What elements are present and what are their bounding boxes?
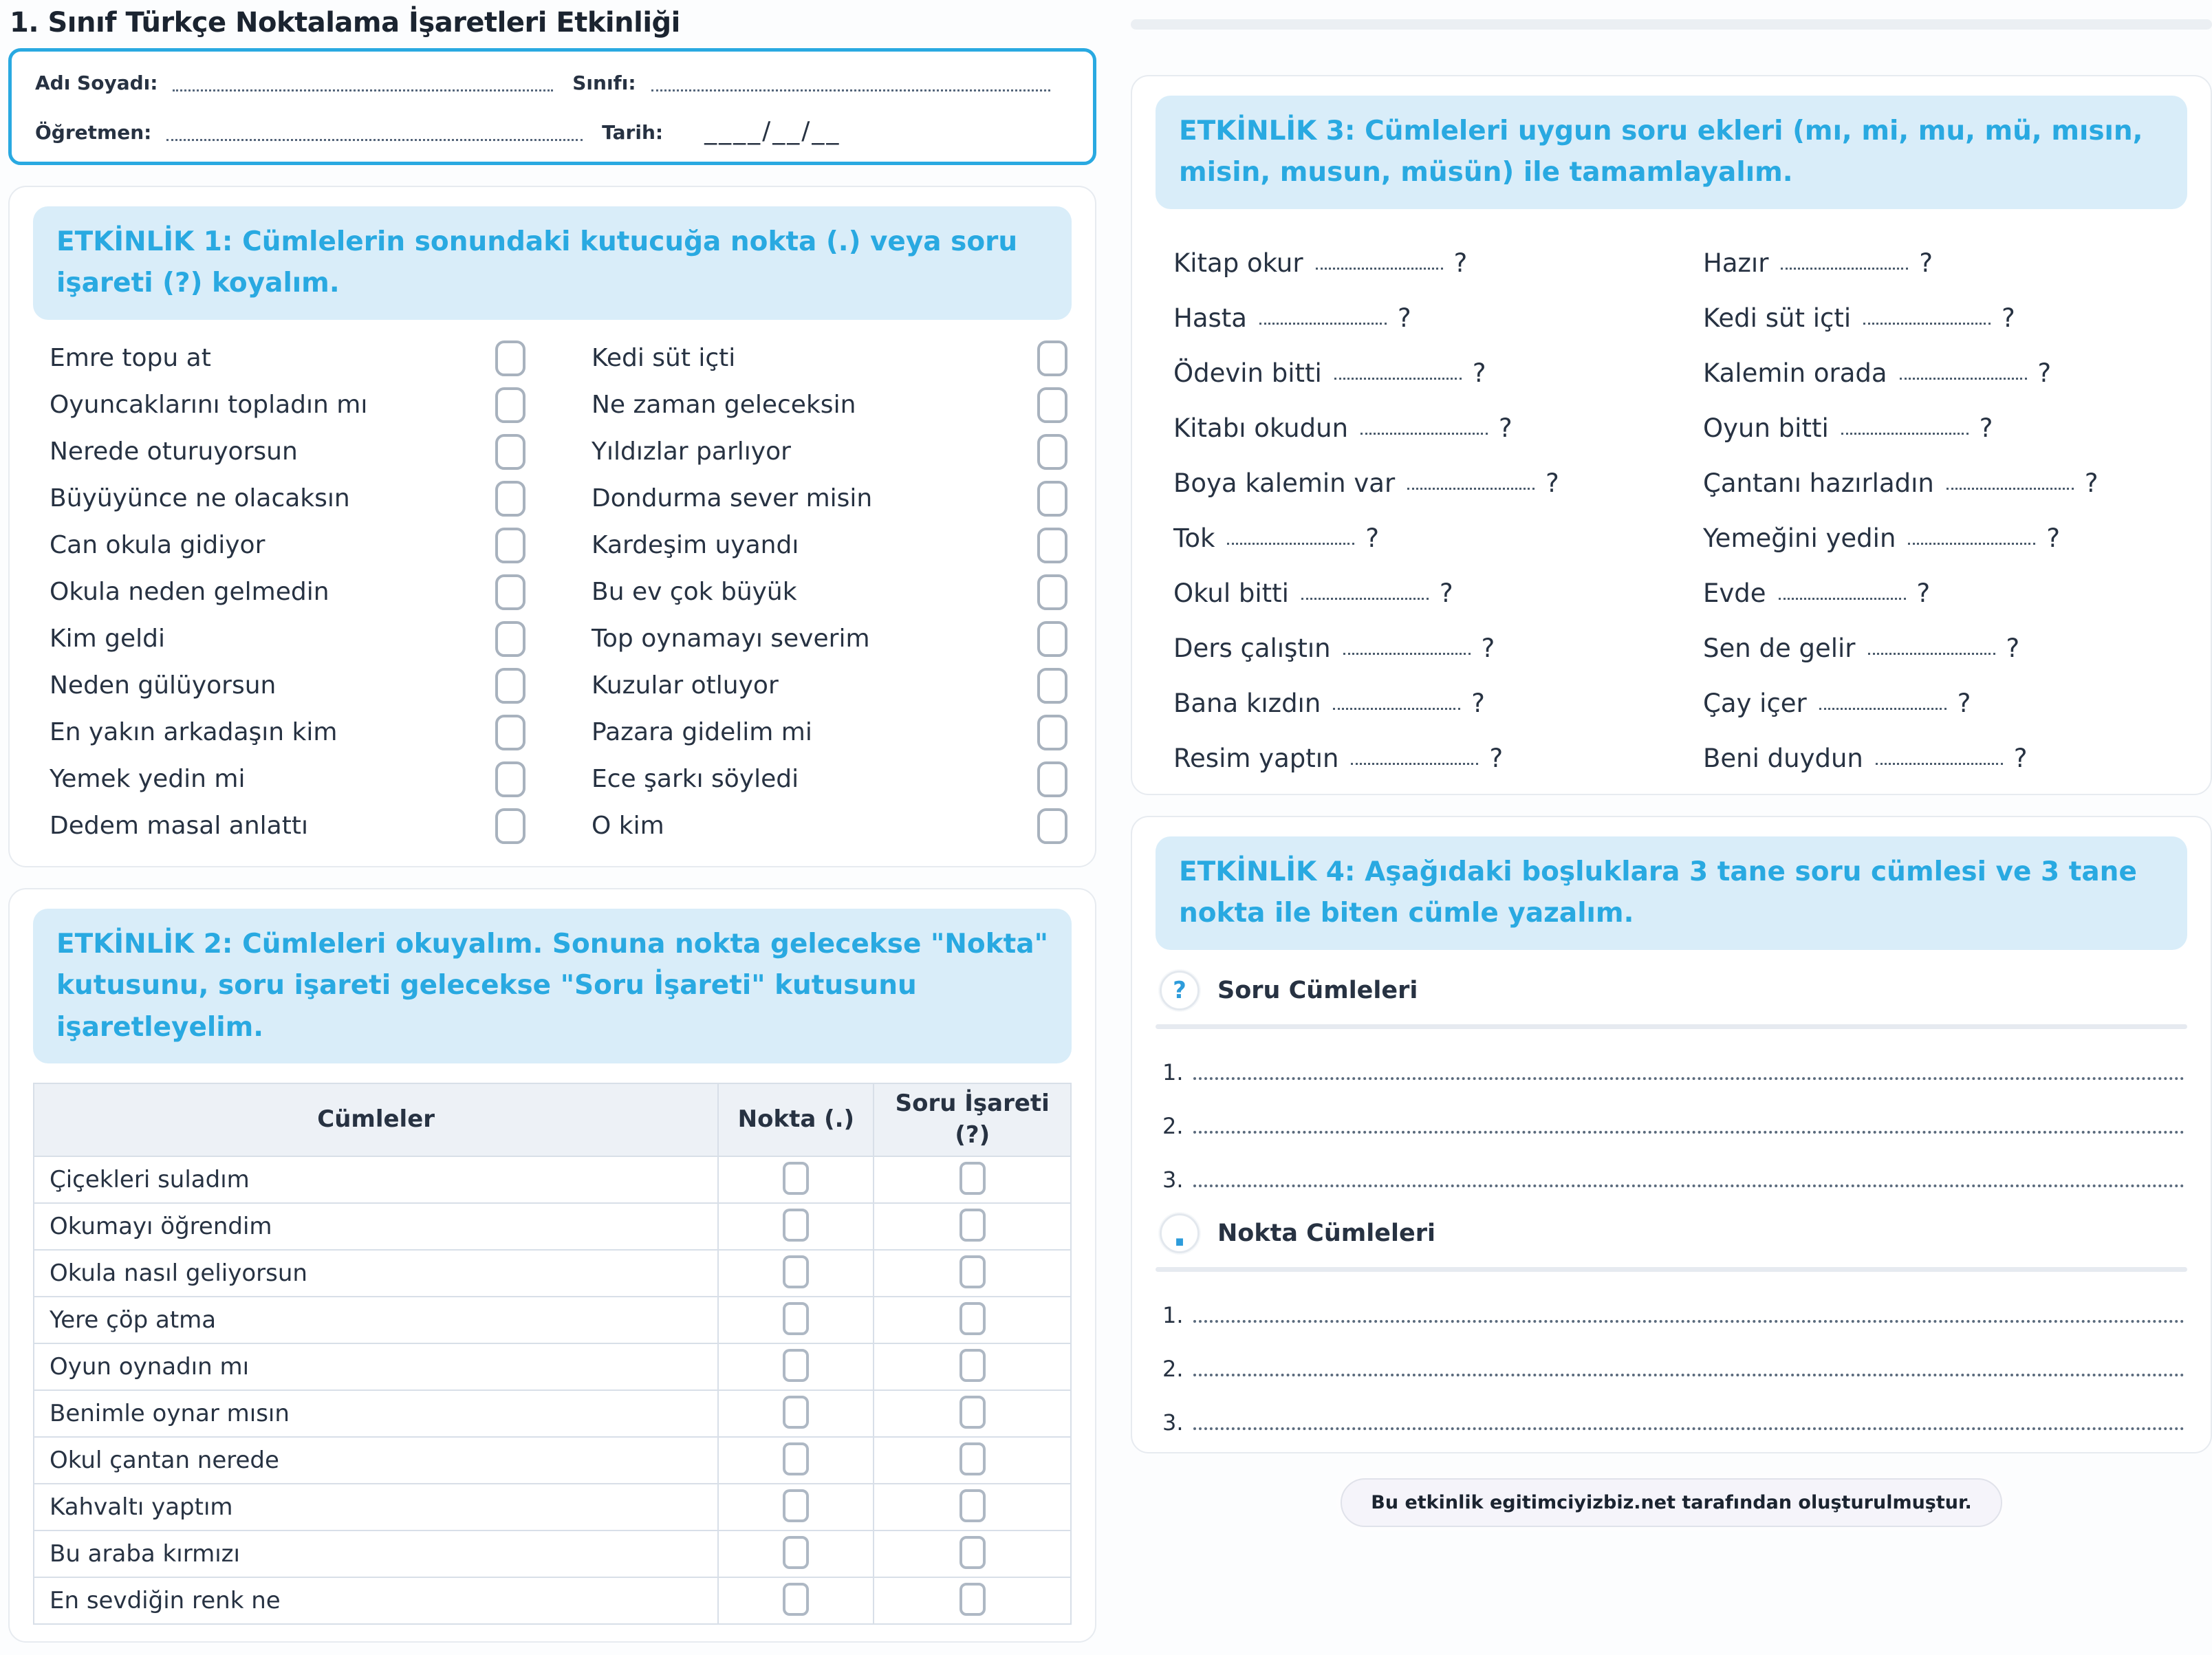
list-item: Bu ev çok büyük [592, 569, 1067, 616]
write-line-row: 1. [1156, 1275, 2187, 1328]
question-mark: ? [1472, 358, 1486, 388]
column-header-question: Soru İşareti (?) [874, 1083, 1071, 1156]
answer-checkbox[interactable] [495, 387, 525, 423]
fill-item: Ödevin bitti ? [1173, 337, 1655, 392]
answer-checkbox[interactable] [1037, 621, 1067, 657]
table-row: Yere çöp atma [34, 1297, 1071, 1343]
page-title: 1. Sınıf Türkçe Noktalama İşaretleri Etkinliği [10, 7, 680, 39]
date-input[interactable]: ____/__/__ [704, 117, 841, 145]
answer-blank[interactable] [1841, 428, 1969, 435]
answer-checkbox[interactable] [1037, 761, 1067, 797]
answer-checkbox[interactable] [495, 434, 525, 470]
question-mark: ? [1365, 523, 1380, 553]
class-input-line[interactable] [651, 67, 1050, 91]
column-header-period: Nokta (.) [718, 1083, 874, 1156]
class-label: Sınıfı: [572, 72, 636, 94]
activity3-left-column [1173, 227, 1655, 777]
question-checkbox[interactable] [959, 1209, 986, 1242]
table-row: Okumayı öğrendim [34, 1203, 1071, 1250]
period-checkbox[interactable] [783, 1349, 809, 1382]
fill-item: Oyun bitti ? [1703, 392, 2184, 447]
answer-blank[interactable] [1779, 593, 1906, 600]
answer-checkbox[interactable] [495, 621, 525, 657]
answer-blank[interactable] [1900, 373, 2027, 380]
list-item: Kim geldi [50, 616, 525, 662]
student-info-box [8, 48, 1096, 165]
answer-blank[interactable] [1876, 758, 2003, 765]
answer-blank[interactable] [1334, 373, 1462, 380]
fill-item: Hasta ? [1173, 282, 1655, 337]
question-mark: ? [1499, 413, 1512, 443]
question-mark: ? [1957, 688, 1971, 718]
write-line-row: 2. [1156, 1085, 2187, 1139]
question-mark: ? [1979, 413, 1993, 443]
answer-blank[interactable] [1316, 263, 1443, 270]
answer-checkbox[interactable] [495, 715, 525, 750]
answer-blank[interactable] [1908, 538, 2035, 545]
question-mark: ? [1916, 578, 1931, 608]
period-checkbox[interactable] [783, 1396, 809, 1429]
activity2-table [33, 1083, 1072, 1625]
write-line-row: 2. [1156, 1328, 2187, 1382]
write-line-row: 3. [1156, 1382, 2187, 1436]
section-title: Nokta Cümleleri [1217, 1219, 1435, 1247]
question-mark: ? [1471, 688, 1485, 718]
info-row-1 [35, 67, 1070, 97]
period-checkbox[interactable] [783, 1536, 809, 1569]
list-item: Kuzular otluyor [592, 662, 1067, 709]
writing-blank[interactable] [1193, 1374, 2184, 1376]
activity3-right-column [1703, 227, 2184, 777]
list-item: Top oynamayı severim [592, 616, 1067, 662]
period-checkbox[interactable] [783, 1302, 809, 1335]
activity1-right-column [592, 335, 1067, 850]
list-item: Dedem masal anlattı [50, 803, 525, 850]
answer-checkbox[interactable] [1037, 434, 1067, 470]
answer-blank[interactable] [1333, 703, 1460, 710]
writing-blank[interactable] [1193, 1427, 2184, 1430]
question-checkbox[interactable] [959, 1396, 986, 1429]
fill-item: Resim yaptın ? [1173, 722, 1655, 777]
period-checkbox[interactable] [783, 1162, 809, 1195]
teacher-input-line[interactable] [166, 116, 583, 141]
fill-item: Bana kızdın ? [1173, 667, 1655, 722]
list-item: Dondurma sever misin [592, 475, 1067, 522]
fill-item: Evde ? [1703, 557, 2184, 612]
table-row: Okula nasıl geliyorsun [34, 1250, 1071, 1297]
list-item: Nerede oturuyorsun [50, 429, 525, 475]
question-checkbox[interactable] [959, 1255, 986, 1288]
answer-checkbox[interactable] [495, 574, 525, 610]
answer-blank[interactable] [1863, 318, 1991, 325]
activity2-heading: ETKİNLİK 2: Cümleleri okuyalım. Sonuna nokta gelecekse "Nokta" kutusunu, soru işareti gelecekse "Soru İşareti" kutusunu işaretleyelim. [33, 909, 1072, 1063]
answer-checkbox[interactable] [1037, 528, 1067, 563]
answer-checkbox[interactable] [1037, 715, 1067, 750]
question-mark: ? [1481, 633, 1495, 663]
question-checkbox[interactable] [959, 1302, 986, 1335]
activity2-card [8, 888, 1096, 1643]
list-item: Yemek yedin mi [50, 756, 525, 803]
list-item: Can okula gidiyor [50, 522, 525, 569]
period-checkbox[interactable] [783, 1442, 809, 1475]
answer-checkbox[interactable] [1037, 808, 1067, 844]
answer-checkbox[interactable] [1037, 387, 1067, 423]
period-checkbox[interactable] [783, 1583, 809, 1616]
answer-blank[interactable] [1947, 483, 2074, 490]
credit-badge [1341, 1478, 2002, 1527]
list-item: O kim [592, 803, 1067, 850]
fill-item: Okul bitti ? [1173, 557, 1655, 612]
question-mark: ? [2046, 523, 2061, 553]
list-item: Kedi süt içti [592, 335, 1067, 382]
answer-checkbox[interactable] [495, 668, 525, 704]
answer-checkbox[interactable] [495, 340, 525, 376]
table-row: Oyun oynadın mı [34, 1343, 1071, 1390]
page-top-divider [1131, 19, 2212, 30]
writing-blank[interactable] [1193, 1131, 2184, 1134]
list-item: Okula neden gelmedin [50, 569, 525, 616]
writing-blank[interactable] [1193, 1320, 2184, 1323]
question-mark: ? [2037, 358, 2052, 388]
write-line-row: 3. [1156, 1139, 2187, 1193]
table-row: Bu araba kırmızı [34, 1530, 1071, 1577]
list-item: En yakın arkadaşın kim [50, 709, 525, 756]
question-checkbox[interactable] [959, 1489, 986, 1522]
fill-item: Hazır ? [1703, 227, 2184, 282]
section-title: Soru Cümleleri [1217, 976, 1418, 1004]
activity1-card [8, 186, 1096, 867]
period-sentences-header [1160, 1211, 2187, 1256]
writing-blank[interactable] [1193, 1077, 2184, 1080]
question-checkbox[interactable] [959, 1349, 986, 1382]
answer-blank[interactable] [1819, 703, 1947, 710]
question-checkbox[interactable] [959, 1442, 986, 1475]
question-mark: ? [1453, 248, 1468, 278]
fill-item: Boya kalemin var ? [1173, 447, 1655, 502]
fill-item: Kitap okur ? [1173, 227, 1655, 282]
date-label: Tarih: [602, 121, 664, 144]
question-mark: ? [1439, 578, 1453, 608]
answer-blank[interactable] [1227, 538, 1354, 545]
list-item: Yıldızlar parlıyor [592, 429, 1067, 475]
question-mark: ? [1489, 743, 1504, 773]
teacher-label: Öğretmen: [35, 121, 152, 144]
answer-checkbox[interactable] [495, 528, 525, 563]
question-mark: ? [2006, 633, 2020, 663]
section-divider [1156, 1024, 2187, 1029]
fill-item: Sen de gelir ? [1703, 612, 2184, 667]
list-item: Ece şarkı söyledi [592, 756, 1067, 803]
name-input-line[interactable] [173, 67, 553, 91]
answer-checkbox[interactable] [1037, 668, 1067, 704]
question-mark: ? [1546, 468, 1559, 498]
period-icon: . [1160, 1213, 1200, 1253]
question-checkbox[interactable] [959, 1583, 986, 1616]
activity4-card [1131, 816, 2212, 1453]
fill-item: Çantanı hazırladın ? [1703, 447, 2184, 502]
fill-item: Kalemin orada ? [1703, 337, 2184, 392]
question-mark: ? [2084, 468, 2099, 498]
list-item: Büyüyünce ne olacaksın [50, 475, 525, 522]
answer-checkbox[interactable] [1037, 481, 1067, 517]
table-row: Kahvaltı yaptım [34, 1484, 1071, 1530]
activity4-heading: ETKİNLİK 4: Aşağıdaki boşluklara 3 tane soru cümlesi ve 3 tane nokta ile biten cümle yazalım. [1156, 836, 2187, 950]
table-row: Benimle oynar mısın [34, 1390, 1071, 1437]
table-row: Okul çantan nerede [34, 1437, 1071, 1484]
fill-item: Beni duydun ? [1703, 722, 2184, 777]
answer-blank[interactable] [1259, 318, 1387, 325]
answer-blank[interactable] [1351, 758, 1478, 765]
answer-checkbox[interactable] [1037, 340, 1067, 376]
question-mark-icon: ? [1160, 971, 1200, 1010]
answer-blank[interactable] [1868, 648, 1995, 655]
answer-checkbox[interactable] [495, 808, 525, 844]
activity3-list [1156, 227, 2187, 777]
fill-item: Yemeğini yedin ? [1703, 502, 2184, 557]
question-mark: ? [2002, 303, 2015, 333]
right-column [1131, 3, 2212, 1643]
write-line-row: 1. [1156, 1032, 2187, 1085]
activity3-heading: ETKİNLİK 3: Cümleleri uygun soru ekleri (mı, mi, mu, mü, mısın, misin, musun, müsün) ile tamamlayalım. [1156, 96, 2187, 209]
activity3-card [1131, 75, 2212, 795]
question-sentences-header [1160, 971, 2187, 1010]
writing-blank[interactable] [1193, 1185, 2184, 1187]
list-item: Neden gülüyorsun [50, 662, 525, 709]
question-mark: ? [1397, 303, 1411, 333]
fill-item: Kitabı okudun ? [1173, 392, 1655, 447]
table-header-row [34, 1083, 1071, 1156]
fill-item: Tok ? [1173, 502, 1655, 557]
column-header-sentences: Cümleler [34, 1083, 718, 1156]
answer-blank[interactable] [1781, 263, 1908, 270]
activity1-left-column [50, 335, 525, 850]
answer-checkbox[interactable] [495, 481, 525, 517]
list-item: Pazara gidelim mi [592, 709, 1067, 756]
answer-blank[interactable] [1301, 593, 1429, 600]
period-checkbox[interactable] [783, 1489, 809, 1522]
table-row: En sevdiğin renk ne [34, 1577, 1071, 1624]
fill-item: Kedi süt içti ? [1703, 282, 2184, 337]
question-mark: ? [2013, 743, 2028, 773]
activity1-heading: ETKİNLİK 1: Cümlelerin sonundaki kutucuğa nokta (.) veya soru işareti (?) koyalım. [33, 206, 1072, 320]
period-checkbox[interactable] [783, 1209, 809, 1242]
answer-checkbox[interactable] [495, 761, 525, 797]
question-checkbox[interactable] [959, 1536, 986, 1569]
list-item: Oyuncaklarını topladın mı [50, 382, 525, 429]
fill-item: Çay içer ? [1703, 667, 2184, 722]
activity1-list [33, 335, 1072, 850]
info-row-2 [35, 116, 1070, 147]
answer-blank[interactable] [1407, 483, 1535, 490]
credit-text: Bu etkinlik egitimciyizbiz.net tarafından oluşturulmuştur. [1371, 1491, 1972, 1513]
answer-blank[interactable] [1360, 428, 1488, 435]
list-item: Kardeşim uyandı [592, 522, 1067, 569]
fill-item: Ders çalıştın ? [1173, 612, 1655, 667]
left-column [8, 3, 1096, 1643]
answer-blank[interactable] [1343, 648, 1471, 655]
section-divider [1156, 1267, 2187, 1272]
list-item: Ne zaman geleceksin [592, 382, 1067, 429]
question-mark: ? [1919, 248, 1933, 278]
answer-checkbox[interactable] [1037, 574, 1067, 610]
question-checkbox[interactable] [959, 1162, 986, 1195]
name-label: Adı Soyadı: [35, 72, 158, 94]
period-checkbox[interactable] [783, 1255, 809, 1288]
list-item: Emre topu at [50, 335, 525, 382]
table-row: Çiçekleri suladım [34, 1156, 1071, 1203]
